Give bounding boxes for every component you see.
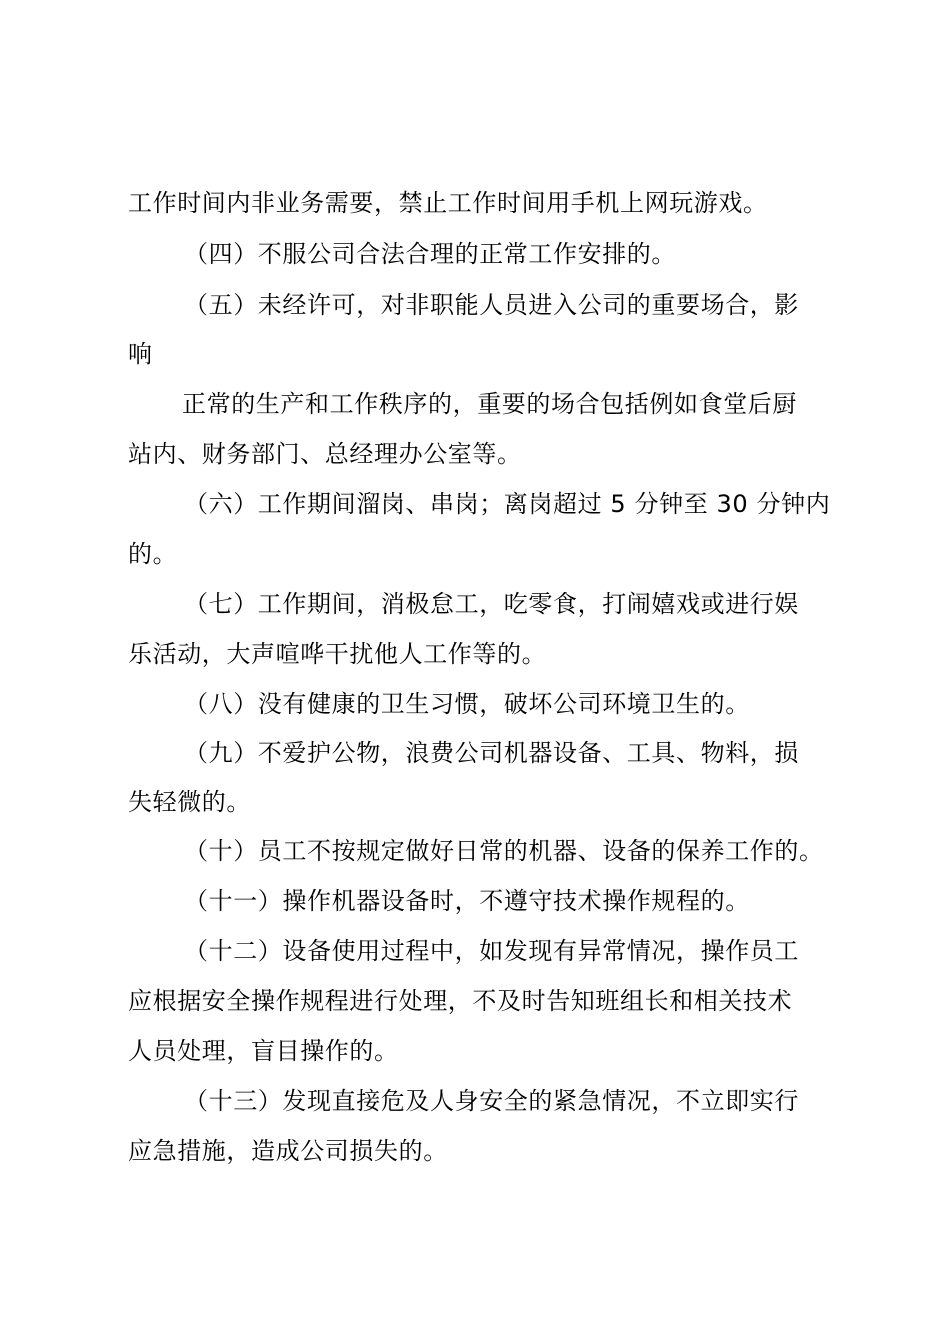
paragraph-line: （十二）设备使用过程中，如发现有异常情况，操作员工 [184,937,799,965]
paragraph-line: 应急措施，造成公司损失的。 [128,1137,448,1165]
paragraph-line: 的。 [128,540,178,568]
paragraph-line: 正常的生产和工作秩序的，重要的场合包括例如食堂后厨 [182,390,797,418]
paragraph-line: （十）员工不按规定做好日常的机器、设备的保养工作的。 [184,837,824,865]
paragraph-line: （五）未经许可，对非职能人员进入公司的重要场合，影 [184,291,799,319]
paragraph-line: （四）不服公司合法合理的正常工作安排的。 [184,240,676,268]
paragraph-line: （六）工作期间溜岗、串岗；离岗超过 5 分钟至 30 分钟内 [184,490,831,518]
paragraph-line: （八）没有健康的卫生习惯，破坏公司环境卫生的。 [184,690,750,718]
paragraph-line: （七）工作期间，消极怠工，吃零食，打闹嬉戏或进行娱 [184,590,799,618]
paragraph-line: 乐活动，大声喧哗干扰他人工作等的。 [128,640,547,668]
paragraph-line: 人员处理，盲目操作的。 [128,1037,399,1065]
paragraph-line: 响 [128,340,153,368]
paragraph-line: 应根据安全操作规程进行处理，不及时告知班组长和相关技术 [128,987,793,1015]
paragraph-line: 工作时间内非业务需要，禁止工作时间用手机上网玩游戏。 [128,189,768,217]
paragraph-line: （十三）发现直接危及人身安全的紧急情况，不立即实行 [184,1087,799,1115]
paragraph-line: 失轻微的。 [128,788,251,816]
paragraph-line: 站内、财务部门、总经理办公室等。 [128,440,522,468]
paragraph-line: （九）不爱护公物，浪费公司机器设备、工具、物料，损 [184,739,799,767]
paragraph-line: （十一）操作机器设备时，不遵守技术操作规程的。 [184,887,750,915]
